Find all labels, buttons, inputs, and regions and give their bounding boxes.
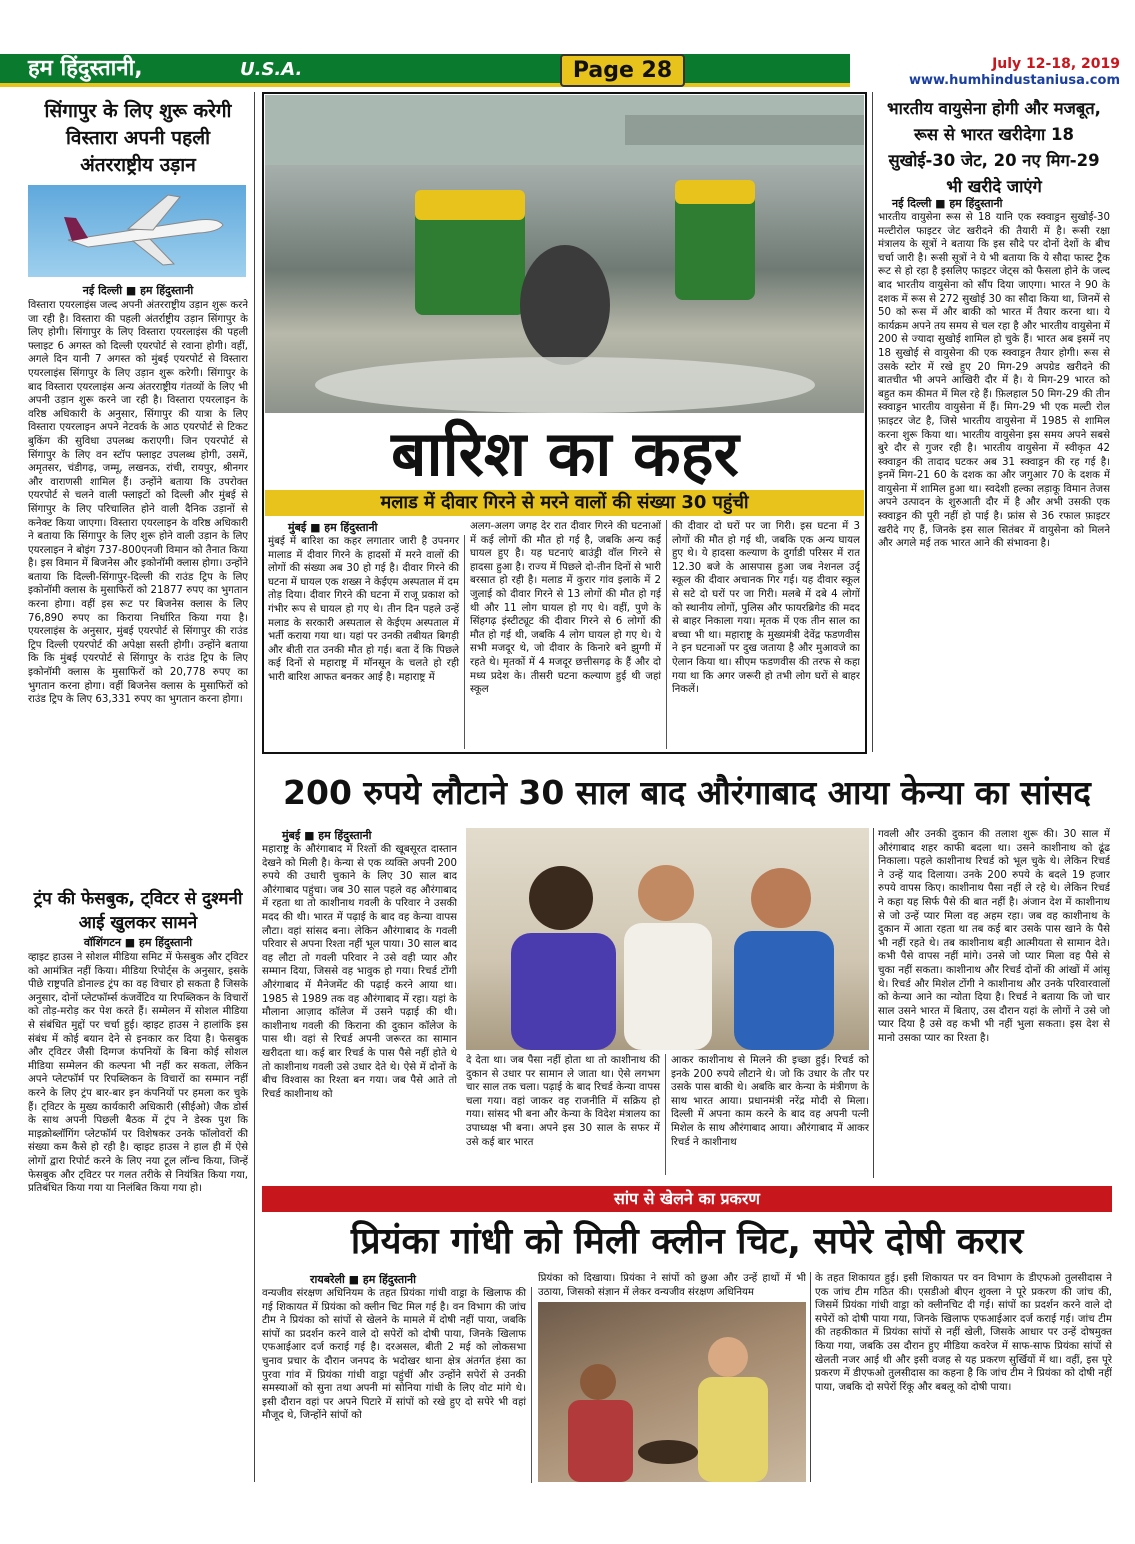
snake-charmer-scene-icon xyxy=(538,1302,806,1482)
edition-label: U.S.A. xyxy=(240,59,303,80)
page-number-badge xyxy=(560,54,685,87)
rain-col-2: अलग-अलग जगह देर रात दीवार गिरने की घटनाओं में कई लोगों की मौत हो गई है, जबकि अन्य कई घायल हुए है। यह घटनाएं बाउंड्री वॉल गिरने से हादसा हुआ है। राज्य में पिछले दो-तीन दिनों से भारी बरसात हो रही है। मलाड में कुरार गांव इलाके में 2 जुलाई को दीवार गिरने से 13 लोगों की मौत हो गई थी और 11 लोग घायल हो गए थे। वहीं, पुणे के सिंहगढ़ इंस्टीट्यूट की दीवार गिरने से 6 लोगों की मौत हो गई थी, जबकि 4 लोग घायल हो गए थे। ये सभी मजदूर थे, जो दीवार के किनारे बने झुग्गी में रहते थे। मृतकों में 4 मजदूर छत्तीसगढ़ के हैं और दो मध्य प्रदेश के। तीसरी घटना कल्याण हुई थी जहां स्कूल xyxy=(470,520,667,749)
kenya-right-divider xyxy=(873,828,874,1178)
issue-date: July 12-18, 2019 xyxy=(992,56,1120,72)
airplane-icon xyxy=(28,185,246,277)
vistara-dateline: नई दिल्ली ■ हम हिंदुस्तानी xyxy=(82,284,194,297)
kenya-col-4: गवली और उनकी दुकान की तलाश शुरू की। 30 साल में औरंगाबाद शहर काफी बदला था। उसने काशीनाथ को ढूंढ निकाला। पहले काशीनाथ रिचर्ड को भूल चुके थे। लेकिन रिचर्ड ने उन्हें याद दिलाया। उनके 200 रुपये के बदले 19 हजार रुपये वापस किए। काशीनाथ पैसा नहीं ले रहे थे। लेकिन रिचर्ड ने कहा यह सिर्फ पैसे की बात नहीं है। अंजान देश में काशीनाथ से जो उन्हें प्यार मिला वह अहम रहा। जब वह काशीनाथ के दुकान में आता रहता था तब कई बार उसके पास खाने के पैसे भी नहीं रहते थे। तब काशीनाथ बड़ी आत्मीयता से सामान देते। कभी पैसे वापस नहीं मांगे। उनसे जो प्यार मिला वह पैसे से चुका नहीं सकता। काशीनाथ और रिचर्ड दोनों की आंखों में आंसू थे। रिचर्ड और मिशेल टोंगी ने काशीनाथ और उनके परिवारवालों को केन्या आने का न्योता दिया है। रिचर्ड ने बताया कि जो चार साल उसने भारत में बिताए, उस दौरान यहां के लोगों ने उसे जो प्यार दिया है उसे वह कभी भी नहीं भुला सकता। इस देश से मानो उसका प्यार का रिश्ता है। xyxy=(878,829,1110,1044)
rain-dateline: मुंबई ■ हम हिंदुस्तानी xyxy=(288,521,378,534)
group-portrait-icon xyxy=(466,828,869,1050)
priyanka-snake-photo xyxy=(538,1302,806,1482)
right-column-divider xyxy=(872,92,873,752)
trump-dateline: वॉशिंगटन ■ हम हिंदुस्तानी xyxy=(83,936,193,949)
priyanka-dateline: रायबरेली ■ हम हिंदुस्तानी xyxy=(310,1273,416,1286)
paper-name: हम हिंदुस्तानी, xyxy=(28,56,143,81)
trump-body: व्हाइट हाउस ने सोशल मीडिया समिट में फेसबुक और ट्विटर को आमंत्रित नहीं किया। मीडिया रिपोर्ट्स के अनुसार, इसके पीछे राष्ट्रपति डोनाल्ड ट्रंप का वह विचार हो सकता है जिसके अनुसार, दोनों प्लेटफॉर्म्स कंजर्वेटिव या रिपब्लिकन के विचारों को तोड़-मरोड़ कर पेश करते हैं। सम्मेलन में सोशल मीडिया से संबंधित मुद्दों पर चर्चा हुई। व्हाइट हाउस ने हालांकि इस संबंध में कोई बयान देने से इनकार कर दिया है। फेसबुक और ट्विटर जैसी दिग्गज कंपनियों के बिना कोई सोशल मीडिया सम्मेलन की कल्पना भी नहीं कर सकता, लेकिन अपने प्लेटफॉर्म पर रिपब्लिकन के विचारों का सम्मान नहीं करने के लिए ट्रंप बार-बार इन कंपनियों पर हमला कर चुके हैं। ट्विटर के मुख्य कार्यकारी अधिकारी (सीईओ) जैक डोर्स के साथ अपनी पिछली बैठक में ट्रंप ने डेस्क पुश कि माइक्रोब्लॉगिंग प्लेटफॉर्म पर विशेषकर उनके फॉलोवरों की संख्या कम कैसे हो रही है। व्हाइट हाउस ने हाल ही में ऐसे लोगों द्वारा रिपोर्ट करने के लिए नया टूल लॉन्च किया, जिन्हें फेसबुक और ट्विटर पर गलत तरीके से नियंत्रित किया गया, प्रतिबंधित किया गया या निलंबित किया गया हो। xyxy=(28,952,248,1195)
website-link[interactable]: www.humhindustaniusa.com xyxy=(908,73,1120,88)
iaf-body: भारतीय वायुसेना रूस से 18 यानि एक स्क्वाड्रन सुखोई-30 मल्टीरोल फाइटर जेट खरीदने की तैयारी में है। रूसी रक्षा मंत्रालय के सूत्रों ने बताया कि इस सौदे पर दोनों देशों के बीच चर्चा जारी है। रूसी सूत्रों ने ये भी बताया कि ये सौदा फास्ट ट्रैक रूट से हो रहा है इसलिए फाइटर जेट्स को फैसला होने के जल्द बाद भारतीय वायुसेना को सौंप दिया जाएगा। भारत ने 90 के दशक में रूस से 272 सुखोई 30 का सौदा किया था, जिनमें से 50 को रूस में और बाकी को भारत में तैयार करना था। ये कार्यक्रम अपने तय समय से चल रहा है और भारतीय वायुसेना में 200 से ज्यादा सुखोई शामिल हो चुके हैं। भारत अब इसमें नए 18 सुखोई से वायुसेना की एक स्क्वाड्रन तैयार होगी। रूस से उसके स्टोर में रखे हुए 20 मिग-29 अपग्रेड खरीदने की बातचीत भी अपने आखिरी दौर में है। ये मिग-29 भारत को बहुत कम कीमत में मिल रहे हैं। फ़िलहाल 50 मिग-29 की तीन स्क्वाड्रन भारतीय वायुसेना में हैं। मिग-29 भी एक मल्टी रोल फ़ाइटर जेट है, जिसे भारतीय वायुसेना में 1985 से शामिल करना शुरू किया था। भारतीय वायुसेना इस समय अपने सबसे बुरे दौर से गुजर रही है। भारतीय वायुसेना में स्वीकृत 42 स्क्वाड्रन की तादाद घटकर अब 31 स्क्वाड्रन की रह गई है। इनमें मिग-21 60 के दशक का और जगुआर 70 के दशक में वायुसेना में शामिल हुआ था। स्वदेशी हल्का लड़ाकू विमान तेजस अपने उत्पादन के शुरुआती दौर में है और अभी उसकी एक स्क्वाड्रन की पूरी नहीं हो पाई है। फ्रांस से 36 रफाल फ़ाइटर खरीदे गए हैं, जिनके इस साल सितंबर में वायुसेना को मिलने और अगले मई तक भारत आने की संभावना है। xyxy=(878,212,1110,550)
flooded-road-photo xyxy=(265,95,864,413)
kenya-col-1: महाराष्ट्र के औरंगाबाद में रिश्तों की खूबसूरत दास्तान देखने को मिली है। केन्या से एक व्यक्ति अपनी 200 रुपये की उधारी चुकाने के लिए 30 साल बाद औरंगाबाद पहुंचा। जब 30 साल पहले वह औरंगाबाद में रहता था तो काशीनाथ गवली के परिवार ने उसकी मदद की थी। भारत में पढ़ाई के बाद वह केन्या वापस लौटा। वहां सांसद बना। लेकिन औरंगाबाद के गवली परिवार से अपना रिश्ता नहीं भूल पाया। 30 साल बाद वह लौटा तो गवली परिवार ने उसे वही प्यार और सम्मान दिया, जिससे वह भावुक हो गया। रिचर्ड टोंगी औरंगाबाद में मैनेजमेंट की पढ़ाई करने आया था। 1985 से 1989 तक वह औरंगाबाद में रहा। यहां के मौलाना आज़ाद कॉलेज में उसने पढ़ाई की थी। काशीनाथ गवली की किराना की दुकान कॉलेज के पास थी। वहां से रिचर्ड अपनी जरूरत का सामान खरीदता था। कई बार रिचर्ड के पास पैसे नहीं होते थे तो काशीनाथ गवली उसे उधार देते थे। ऐसे में दोनों के बीच विश्वास का रिश्ता बन गया। जब पैसे आते तो रिचर्ड काशीनाथ को xyxy=(262,844,457,1100)
auto-rickshaw-icon xyxy=(265,95,864,413)
kenya-col-3: आकर काशीनाथ से मिलने की इच्छा हुई। रिचर्ड को इनके 200 रुपये लौटाने थे। जो कि उधार के तौर पर उसके पास बाकी थे। अबकि बार केन्या के मंत्रीगण के साथ भारत आया। प्रधानमंत्री नरेंद्र मोदी से मिला। दिल्ली में अपना काम करने के बाद वह अपनी पत्नी मिशेल के साथ औरंगाबाद आया। औरंगाबाद में आकर रिचर्ड ने काशीनाथ xyxy=(671,1055,869,1148)
kenya-headline: 200 रुपये लौटाने 30 साल बाद औरंगाबाद आया केन्या का सांसद xyxy=(283,773,1091,812)
kenya-col-2: दे देता था। जब पैसा नहीं होता था तो काशीनाथ की दुकान से उधार पर सामान ले जाता था। ऐसे लगभग चार साल तक चला। पढ़ाई के बाद रिचर्ड केन्या वापस चला गया। वहां जाकर वह राजनीति में सक्रिय हो गया। सांसद भी बना और केन्या के विदेश मंत्रालय का उपाध्यक्ष भी बना। अपने इस 30 साल के सफर में उसे कई बार भारत xyxy=(466,1054,666,1175)
rain-col-1: मुंबई में बारिश का कहर लगातार जारी है उपनगर मालाड में दीवार गिरने के हादसों में मरने वालों की लोगों की संख्या अब 30 हो गई है। दीवार गिरने की घटना में घायल एक शख्स ने केईएम अस्पताल में दम तोड़ दिया। दीवार गिरने की घटना में राजू प्रकाश को गंभीर रूप से घायल हो गए थे। तीन दिन पहले उन्हें मलाड के सरकारी अस्पताल से केईएम अस्पताल में भर्ती कराया गया था। यहां पर उनकी तबीयत बिगड़ी और बीती रात उनकी मौत हो गई। बता दें कि पिछले कई दिनों से महाराष्ट्र में मॉनसून के चलते हो रही भारी बारिश आफत बनकर आई है। महाराष्ट्र में xyxy=(268,535,465,749)
priyanka-right-divider xyxy=(810,1272,811,1482)
kenya-mp-photo xyxy=(466,828,869,1050)
rain-subhead: मलाड में दीवार गिरने से मरने वालों की संख्या 30 पहुंची xyxy=(265,490,864,516)
trump-headline: ट्रंप की फेसबुक, ट्विटर से दुश्मनी आई खुलकर सामने xyxy=(33,889,243,933)
vistara-body: विस्तारा एयरलाइंस जल्द अपनी अंतरराष्ट्रीय उड़ान शुरू करने जा रही है। विस्तारा की पहली अंतर्राष्ट्रीय उड़ान सिंगापुर के लिए होगी। सिंगापुर के लिए विस्तारा एयरलाइंस की पहली फ्लाइट 6 अगस्त को दिल्ली एयरपोर्ट से रवाना होगी। वहीं, अगले दिन यानी 7 अगस्त को मुंबई एयरपोर्ट से विस्तारा एयरलाइंस सिंगापुर के लिए उड़ान शुरू करेगी। सिंगापुर के बाद विस्तारा एयरलाइंस अन्य अंतरराष्ट्रीय गंतव्यों के लिए भी अपनी उड़ान शुरू करने जा रही है। विस्तारा एयरलाइन के वरिष्ठ अधिकारी के अनुसार, सिंगापुर की यात्रा के लिए विस्तारा एयरलाइन अपने नेटवर्क के आठ एयरपोर्ट से टिकट बुकिंग की सुविधा उपलब्ध कराएगी। जिन एयरपोर्ट से सिंगापुर के लिए वन स्टॉप फ्लाइट उपलब्ध होगी, उसमें, अमृतसर, चंडीगढ़, जम्मू, लखनऊ, रांची, रायपुर, श्रीनगर और वाराणसी शामिल हैं। उन्होंने बताया कि उपरोक्त एयरपोर्ट से चलने वाली फ्लाइटों को दिल्ली और मुंबई से सिंगापुर के लिए परिचालित होने वाली दैनिक उड़ानों से कनेक्ट किया जाएगा। विस्तारा एयरलाइन के वरिष्ठ अधिकारी ने बताया कि सिंगापुर के लिए शुरू होने वाली उड़ान के लिए एयरलाइन ने बोइंग 737-800एनजी विमान को तैनात किया है। इस विमान में बिजनेस और इकोनॉमी क्लास होगा। उन्होंने बताया कि दिल्ली-सिंगापुर-दिल्ली की राउंड ट्रिप के लिए इकोनॉमी क्लास के मुसाफिरों को 21877 रुपए का भुगतान करना होगा। वहीं इस रूट पर बिजनेस क्लास के लिए 76,890 रुपए का किराया निर्धारित किया गया है। एयरलाइंस के अनुसार, मुंबई एयरपोर्ट से सिंगापुर की राउंड ट्रिप दिल्ली एयरपोर्ट की अपेक्षा सस्ती होगी। उन्होंने बताया कि कि मुंबई एयरपोर्ट से सिंगापुर के राउंड ट्रिप के लिए इकोनॉमी क्लास के मुसाफिरों को 20,778 रुपए का भुगतान करना होगा। वहीं बिजनेस क्लास के मुसाफिरों को राउंड ट्रिप के लिए 63,331 रुपए का भुगतान करना होगा। xyxy=(28,300,248,706)
rain-headline: बारिश का कहर xyxy=(391,417,739,490)
priyanka-col-2: प्रियंका को दिखाया। प्रियंका ने सांपों को छुआ और उन्हें हाथों में भी उठाया, जिसको संज्ञान में लेकर वन्यजीव संरक्षण अधिनियम xyxy=(538,1273,806,1298)
priyanka-col-3: के तहत शिकायत हुई। इसी शिकायत पर वन विभाग के डीएफओ तुलसीदास ने एक जांच टीम गठित की। एसडीओ बीएन शुक्ला ने पूरे प्रकरण की जांच की, जिसमें प्रियंका गांधी वाड्रा को क्लीनचिट दी गई। सांपों का प्रदर्शन करने वाले दो सपेरों को दोषी पाया गया, जिनके खिलाफ एफआईआर दर्ज कराई गई। जांच टीम की तहकीकात में प्रियंका सांपों से नहीं खेली, जिसके आधार पर उन्हें दोषमुक्त किया गया, जबकि उस दौरान हुए मीडिया कवरेज में साफ-साफ प्रियंका सांपों से खेलती नजर आई थी और इसी वजह से यह प्रकरण सुर्खियों में था। वहीं, इस पूरे प्रकरण में डीएफओ तुलसीदास का कहना है कि जांच टीम ने प्रियंका को दोषी नहीं पाया, जबकि दो सपेरों रिंकू और बबलू को दोषी पाया। xyxy=(815,1273,1112,1393)
left-column-divider xyxy=(254,92,255,1482)
page-number: Page 28 xyxy=(572,58,673,83)
iaf-dateline: नई दिल्ली ■ हम हिंदुस्तानी xyxy=(892,197,1003,210)
priyanka-kicker: सांप से खेलने का प्रकरण xyxy=(614,1189,760,1208)
airplane-photo xyxy=(28,185,246,277)
priyanka-col-1: वन्यजीव संरक्षण अधिनियम के तहत प्रियंका गांधी वाड्रा के खिलाफ की गई शिकायत में प्रियंका को क्लीन चिट मिल गई है। वन विभाग की जांच टीम ने प्रियंका को सांपों से खेलने के मामले में दोषी नहीं पाया, जबकि सांपों का प्रदर्शन करने वाले दो सपेरों को दोषी पाया, जिनके खिलाफ एफआईआर दर्ज कराई गई है। दरअसल, बीती 2 मई को लोकसभा चुनाव प्रचार के दौरान जनपद के भदोखर थाना क्षेत्र अंतर्गत हंसा का पुरवा गांव में प्रियंका गांधी वाड्रा पहुंचीं और उन्होंने सपेरों से उनकी समस्याओं को सुना तथा अपनी मां सोनिया गांधी के लिए वोट मांगे थे। इसी दौरान वहां पर अपने पिटारे में सांपों को रखे हुए दो सपेरे भी वहां मौजूद थे, जिन्होंने सांपों को xyxy=(262,1287,532,1483)
iaf-headline: भारतीय वायुसेना होगी और मजबूत, रूस से भारत खरीदेगा 18 सुखोई-30 जेट, 20 नए मिग-29 भी खरीदे जाएंगे xyxy=(887,99,1101,196)
kenya-dateline: मुंबई ■ हम हिंदुस्तानी xyxy=(282,829,372,842)
vistara-headline: सिंगापुर के लिए शुरू करेगी विस्तारा अपनी पहली अंतरराष्ट्रीय उड़ान xyxy=(44,100,232,176)
priyanka-headline: प्रियंका गांधी को मिली क्लीन चिट, सपेरे दोषी करार xyxy=(350,1221,1024,1262)
rain-col-3: की दीवार दो घरों पर जा गिरी। इस घटना में 3 लोगों की मौत हो गई थी, जबकि एक अन्य घायल हुए थे। ये हादसा कल्याण के दुर्गाडी परिसर में रात 12.30 बजे के आसपास हुआ जब नेशनल उर्दू स्कूल की दीवार अचानक गिर गई। यह दीवार स्कूल से सटे दो घरों पर जा गिरी। मलबे में दबे 4 लोगों को स्थानीय लोगों, पुलिस और फायरब्रिगेड की मदद से बाहर निकाला गया। मृतक में एक तीन साल का बच्चा भी था। महाराष्ट्र के मुख्यमंत्री देवेंद्र फडणवीस ने इन घटनाओं पर दुख जताया है और मुआवजे का ऐलान किया था। सीएम फडणवीस की तरफ से कहा गया था कि अगर जरूरी हो तभी लोग घरों से बाहर निकलें। xyxy=(672,521,860,696)
left-column xyxy=(28,92,248,1482)
